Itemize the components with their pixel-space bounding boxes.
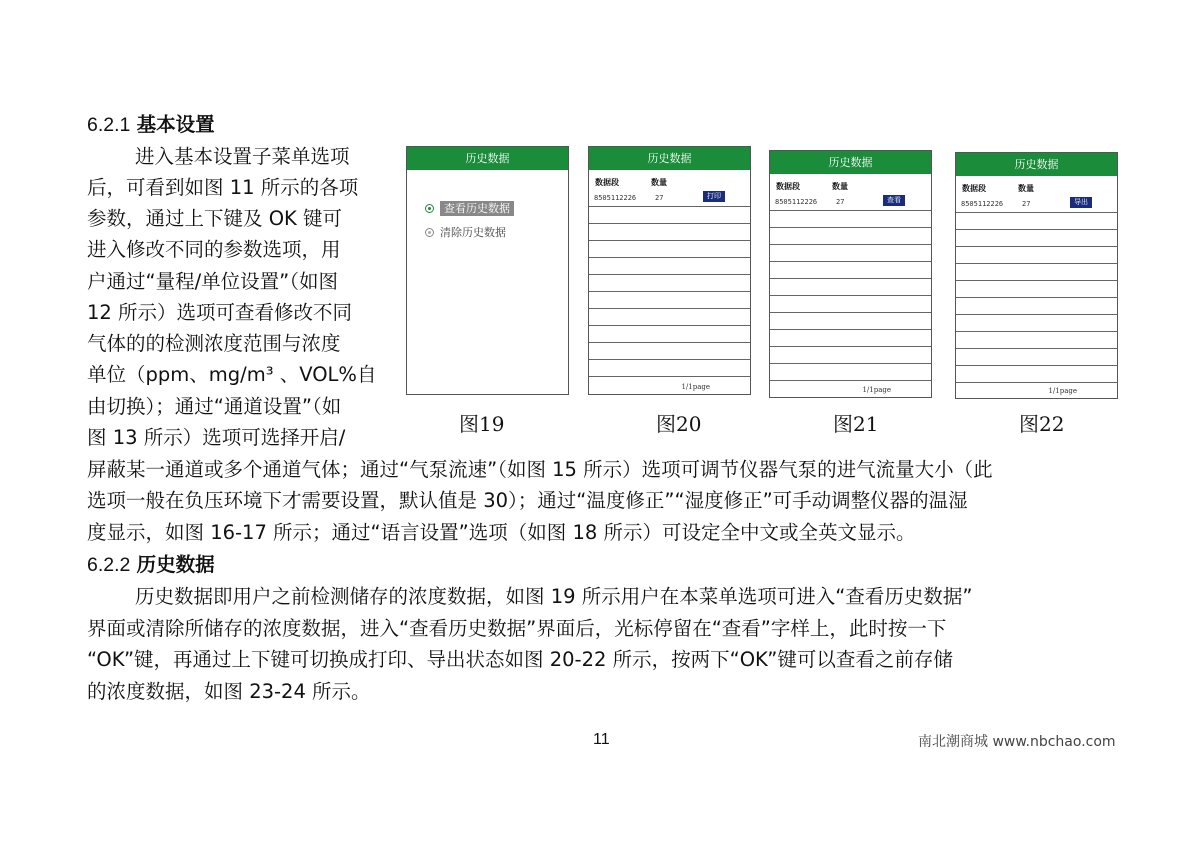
count-value: 27 <box>655 194 664 202</box>
paragraph-line: 选项一般在负压环境下才需要设置，默认值是 30）；通过“温度修正”“湿度修正”可手动调整仪器的温湿 <box>87 489 968 512</box>
column-header-segment: 数据段 <box>776 182 800 191</box>
figure-19-screen <box>406 146 569 395</box>
figure-21-screen <box>769 150 932 398</box>
screen-title: 历史数据 <box>407 147 568 170</box>
paragraph-line: 后，可看到如图 11 所示的各项 <box>87 176 359 199</box>
figure-20-screen <box>588 146 751 395</box>
section-number: 6.2.1 <box>87 114 131 136</box>
radio-unselected-icon <box>425 228 434 237</box>
view-button: 查看 <box>883 195 905 206</box>
paragraph-line: 气体的的检测浓度范围与浓度 <box>87 332 341 355</box>
paragraph-line: 进入基本设置子菜单选项 <box>135 145 350 168</box>
paragraph-line: 图 13 所示）选项可选择开启/ <box>87 426 346 449</box>
watermark-source: 南北潮商城 www.nbchao.com <box>918 734 1116 750</box>
paragraph-line: 历史数据即用户之前检测储存的浓度数据，如图 19 所示用户在本菜单选项可进入“查看历史数据” <box>135 585 973 608</box>
count-value: 27 <box>1022 200 1031 208</box>
count-value: 27 <box>836 198 845 206</box>
figure-caption: 图19 <box>459 412 505 436</box>
column-header-segment: 数据段 <box>595 178 619 187</box>
segment-value: 8505112226 <box>775 198 818 206</box>
page-indicator: 1/1page <box>1048 387 1077 395</box>
figure-caption: 图21 <box>833 412 879 436</box>
figure-22-screen <box>955 152 1118 399</box>
screen-title: 历史数据 <box>589 147 750 170</box>
export-button: 导出 <box>1070 197 1092 208</box>
page-number: 11 <box>593 731 610 748</box>
section-heading-history-data <box>87 551 215 579</box>
section-heading-basic-settings <box>87 111 215 139</box>
paragraph-line: 户通过“量程/单位设置”（如图 <box>87 270 339 293</box>
paragraph-line: 度显示，如图 16-17 所示；通过“语言设置”选项（如图 18 所示）可设定全中文或全英文显示。 <box>87 521 916 544</box>
paragraph-line: “OK”键，再通过上下键可切换成打印、导出状态如图 20-22 所示，按两下“OK”键可以查看之前存储 <box>87 648 953 671</box>
paragraph-line: 参数，通过上下键及 OK 键可 <box>87 207 343 230</box>
segment-value: 8505112226 <box>961 200 1004 208</box>
section-title: 历史数据 <box>136 553 215 576</box>
page-indicator: 1/1page <box>862 386 891 394</box>
paragraph-line: 界面或清除所储存的浓度数据，进入“查看历史数据”界面后，光标停留在“查看”字样上，此时按一下 <box>87 617 947 640</box>
paragraph-line: 单位（ppm、mg/m³ 、VOL%自 <box>87 363 377 386</box>
segment-value: 8505112226 <box>594 194 637 202</box>
column-header-count: 数量 <box>1018 184 1034 193</box>
paragraph-line: 的浓度数据，如图 23-24 所示。 <box>87 680 371 703</box>
figure-caption: 图20 <box>656 412 702 436</box>
page-indicator: 1/1page <box>681 383 710 391</box>
paragraph-line: 12 所示）选项可查看修改不同 <box>87 301 353 324</box>
paragraph-line: 进入修改不同的参数选项，用 <box>87 238 341 261</box>
section-title: 基本设置 <box>136 113 215 136</box>
paragraph-line: 屏蔽某一通道或多个通道气体；通过“气泵流速”（如图 15 所示）选项可调节仪器气泵的进气流量大小（此 <box>87 458 993 481</box>
radio-selected-icon <box>425 204 434 213</box>
column-header-segment: 数据段 <box>962 184 986 193</box>
paragraph-line: 由切换）；通过“通道设置”（如 <box>87 395 342 418</box>
figure-caption: 图22 <box>1019 412 1065 436</box>
column-header-count: 数量 <box>832 182 848 191</box>
print-button: 打印 <box>703 191 725 202</box>
screen-title: 历史数据 <box>770 151 931 174</box>
column-header-count: 数量 <box>651 178 667 187</box>
screen-title: 历史数据 <box>956 153 1117 176</box>
menu-item-view-history: 查看历史数据 <box>425 200 514 216</box>
section-number: 6.2.2 <box>87 554 131 576</box>
menu-item-clear-history: 清除历史数据 <box>425 224 506 240</box>
